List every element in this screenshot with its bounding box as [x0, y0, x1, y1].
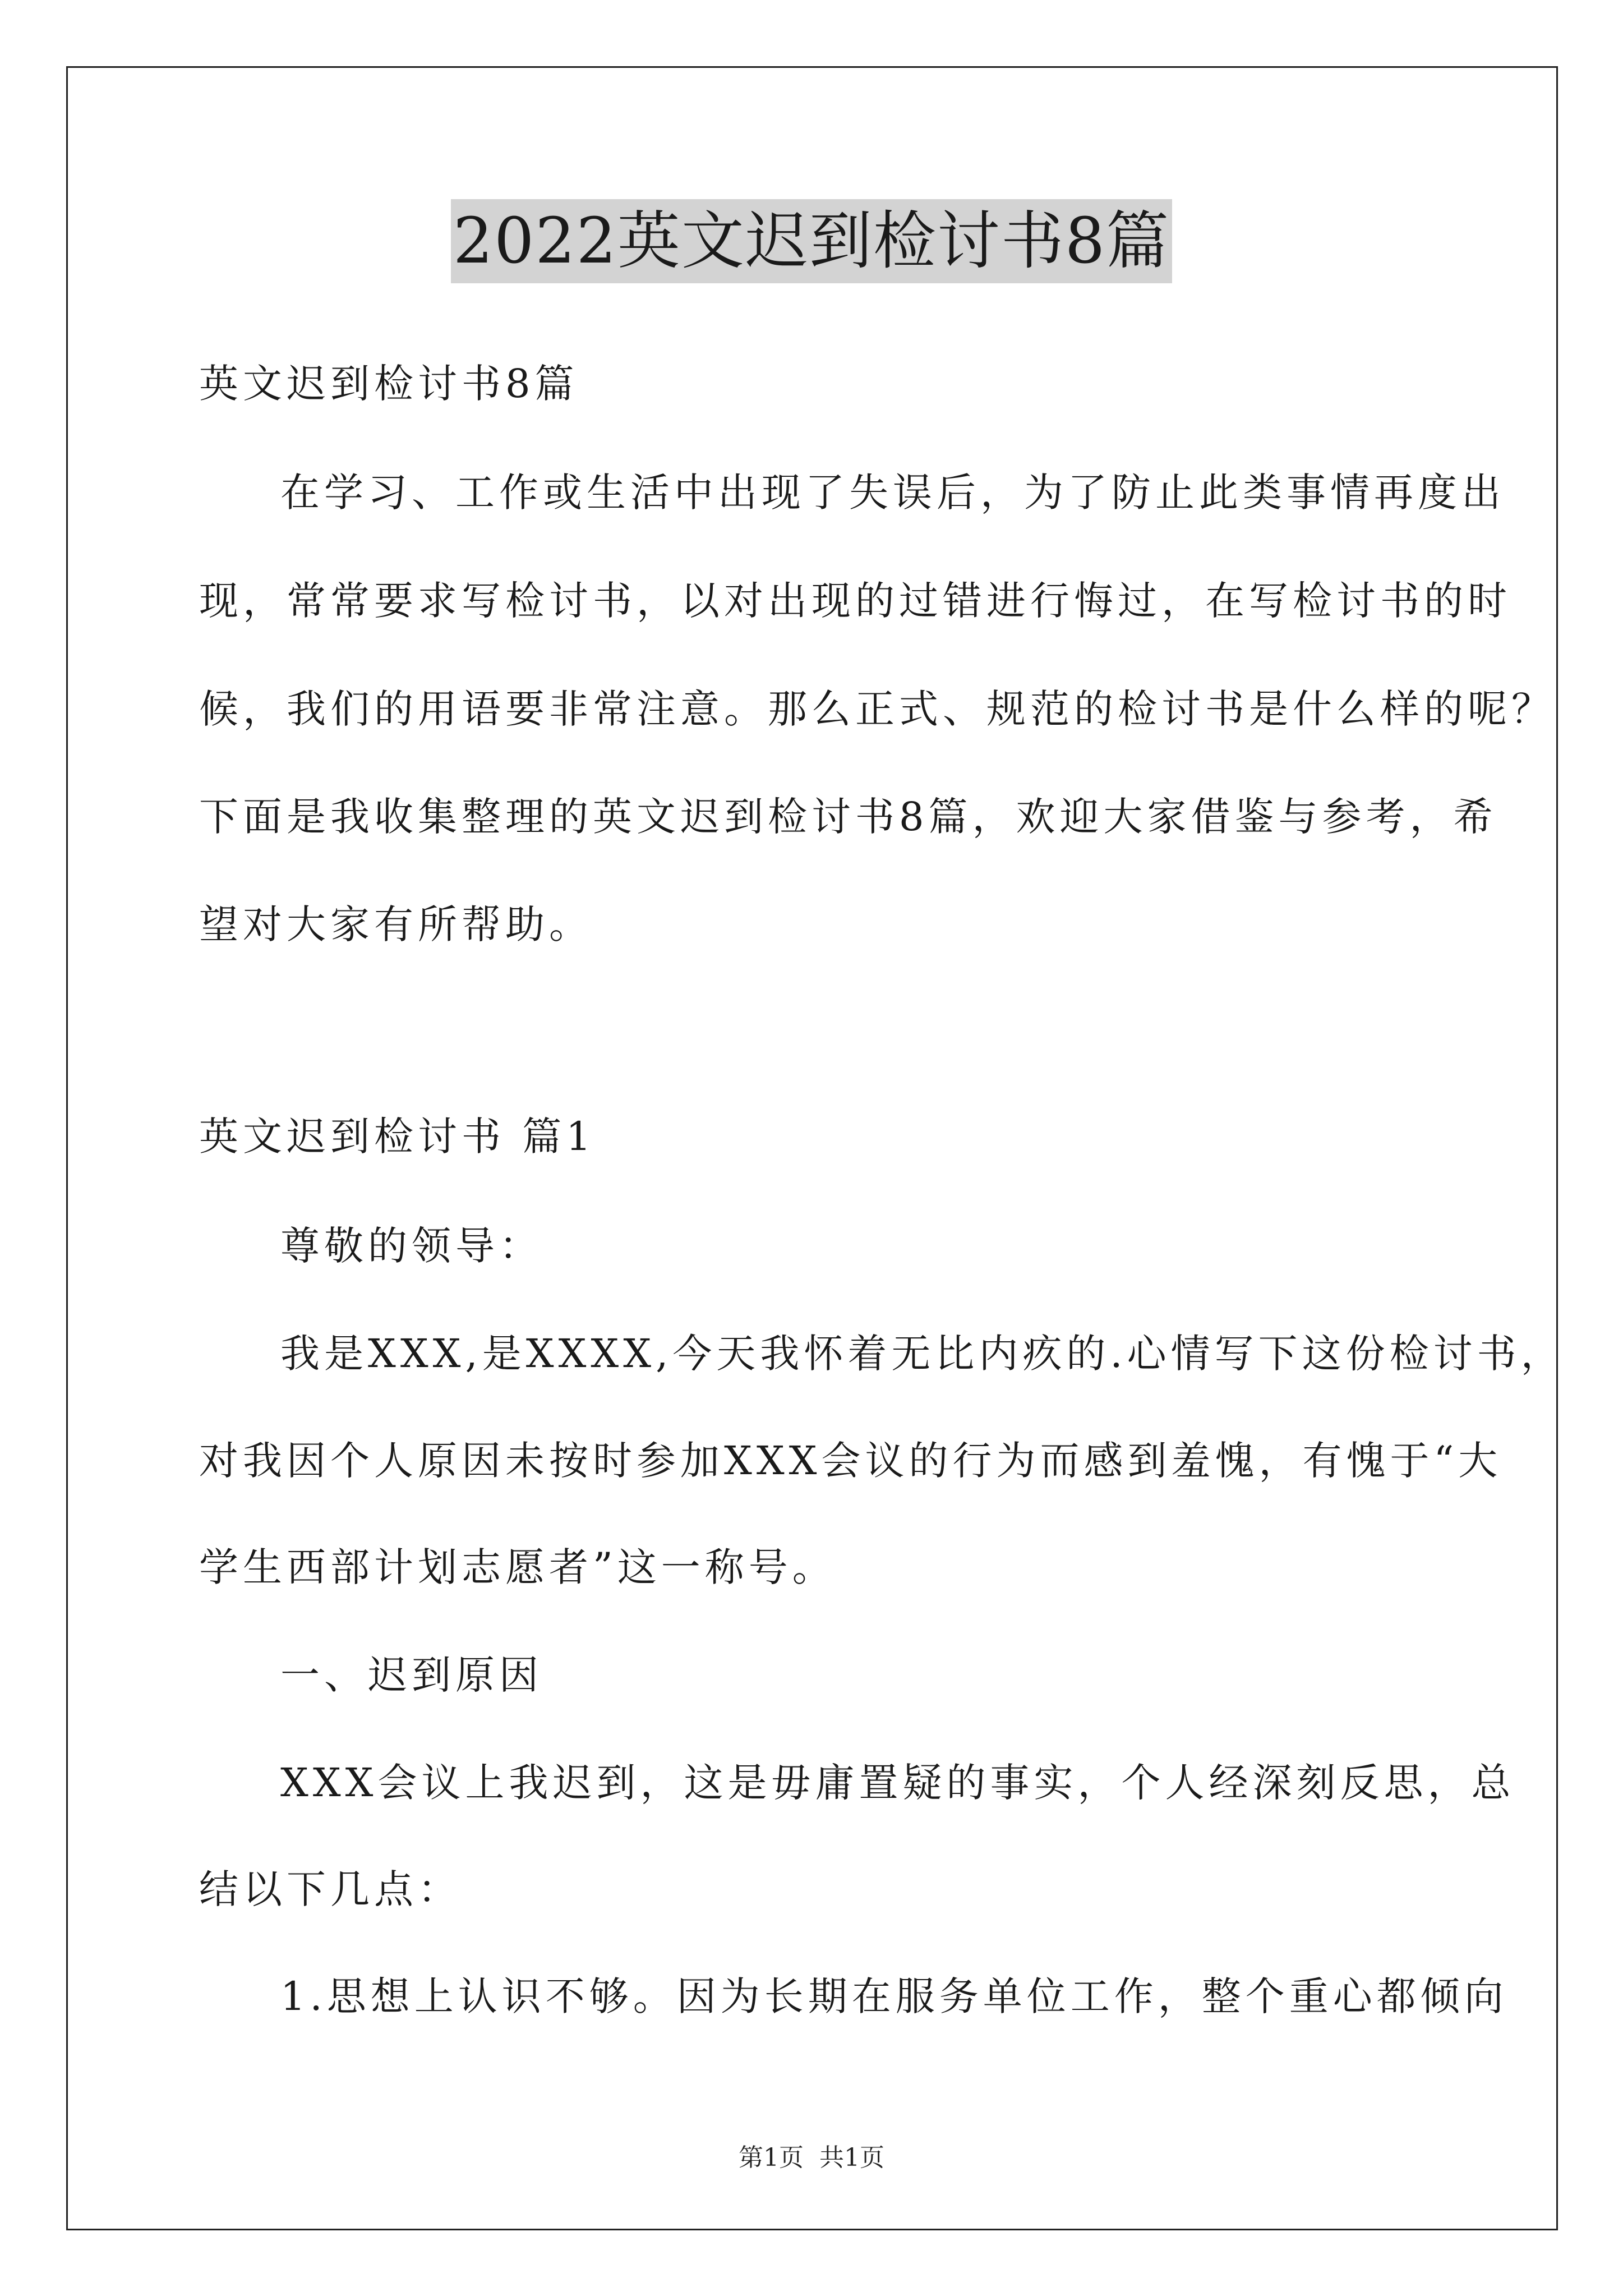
section-heading: 英文迟到检讨书 篇1 — [199, 1114, 596, 1159]
point-line: 1.思想上认识不够。因为长期在服务单位工作，整个重心都倾向 — [280, 1973, 1508, 2019]
subheading: 一、迟到原因 — [280, 1652, 543, 1698]
paragraph-line: XXX会议上我迟到，这是毋庸置疑的事实，个人经深刻反思，总 — [280, 1760, 1515, 1806]
page-total: 共1页 — [819, 2143, 884, 2172]
document-subtitle: 英文迟到检讨书8篇 — [199, 361, 579, 407]
document-title: 2022英文迟到检讨书8篇 — [451, 199, 1172, 283]
salutation: 尊敬的领导： — [280, 1223, 543, 1269]
intro-line: 候，我们的用语要非常注意。那么正式、规范的检讨书是什么样的呢？ — [199, 686, 1555, 732]
paragraph-line: 结以下几点： — [199, 1866, 462, 1912]
intro-line: 在学习、工作或生活中出现了失误后，为了防止此类事情再度出 — [280, 470, 1505, 516]
paragraph-line: 对我因个人原因未按时参加XXX会议的行为而感到羞愧，有愧于“大 — [199, 1438, 1502, 1484]
paragraph-line: 我是XXX,是XXXX,今天我怀着无比内疚的.心情写下这份检讨书， — [280, 1331, 1565, 1377]
title-container — [0, 199, 1623, 283]
page-footer — [0, 2137, 1623, 2173]
page-number: 第1页 — [739, 2143, 804, 2172]
intro-line: 现，常常要求写检讨书，以对出现的过错进行悔过，在写检讨书的时 — [199, 578, 1511, 624]
intro-line: 下面是我收集整理的英文迟到检讨书8篇，欢迎大家借鉴与参考，希 — [199, 794, 1497, 840]
intro-line: 望对大家有所帮助。 — [199, 901, 593, 947]
paragraph-line: 学生西部计划志愿者”这一称号。 — [199, 1544, 836, 1590]
